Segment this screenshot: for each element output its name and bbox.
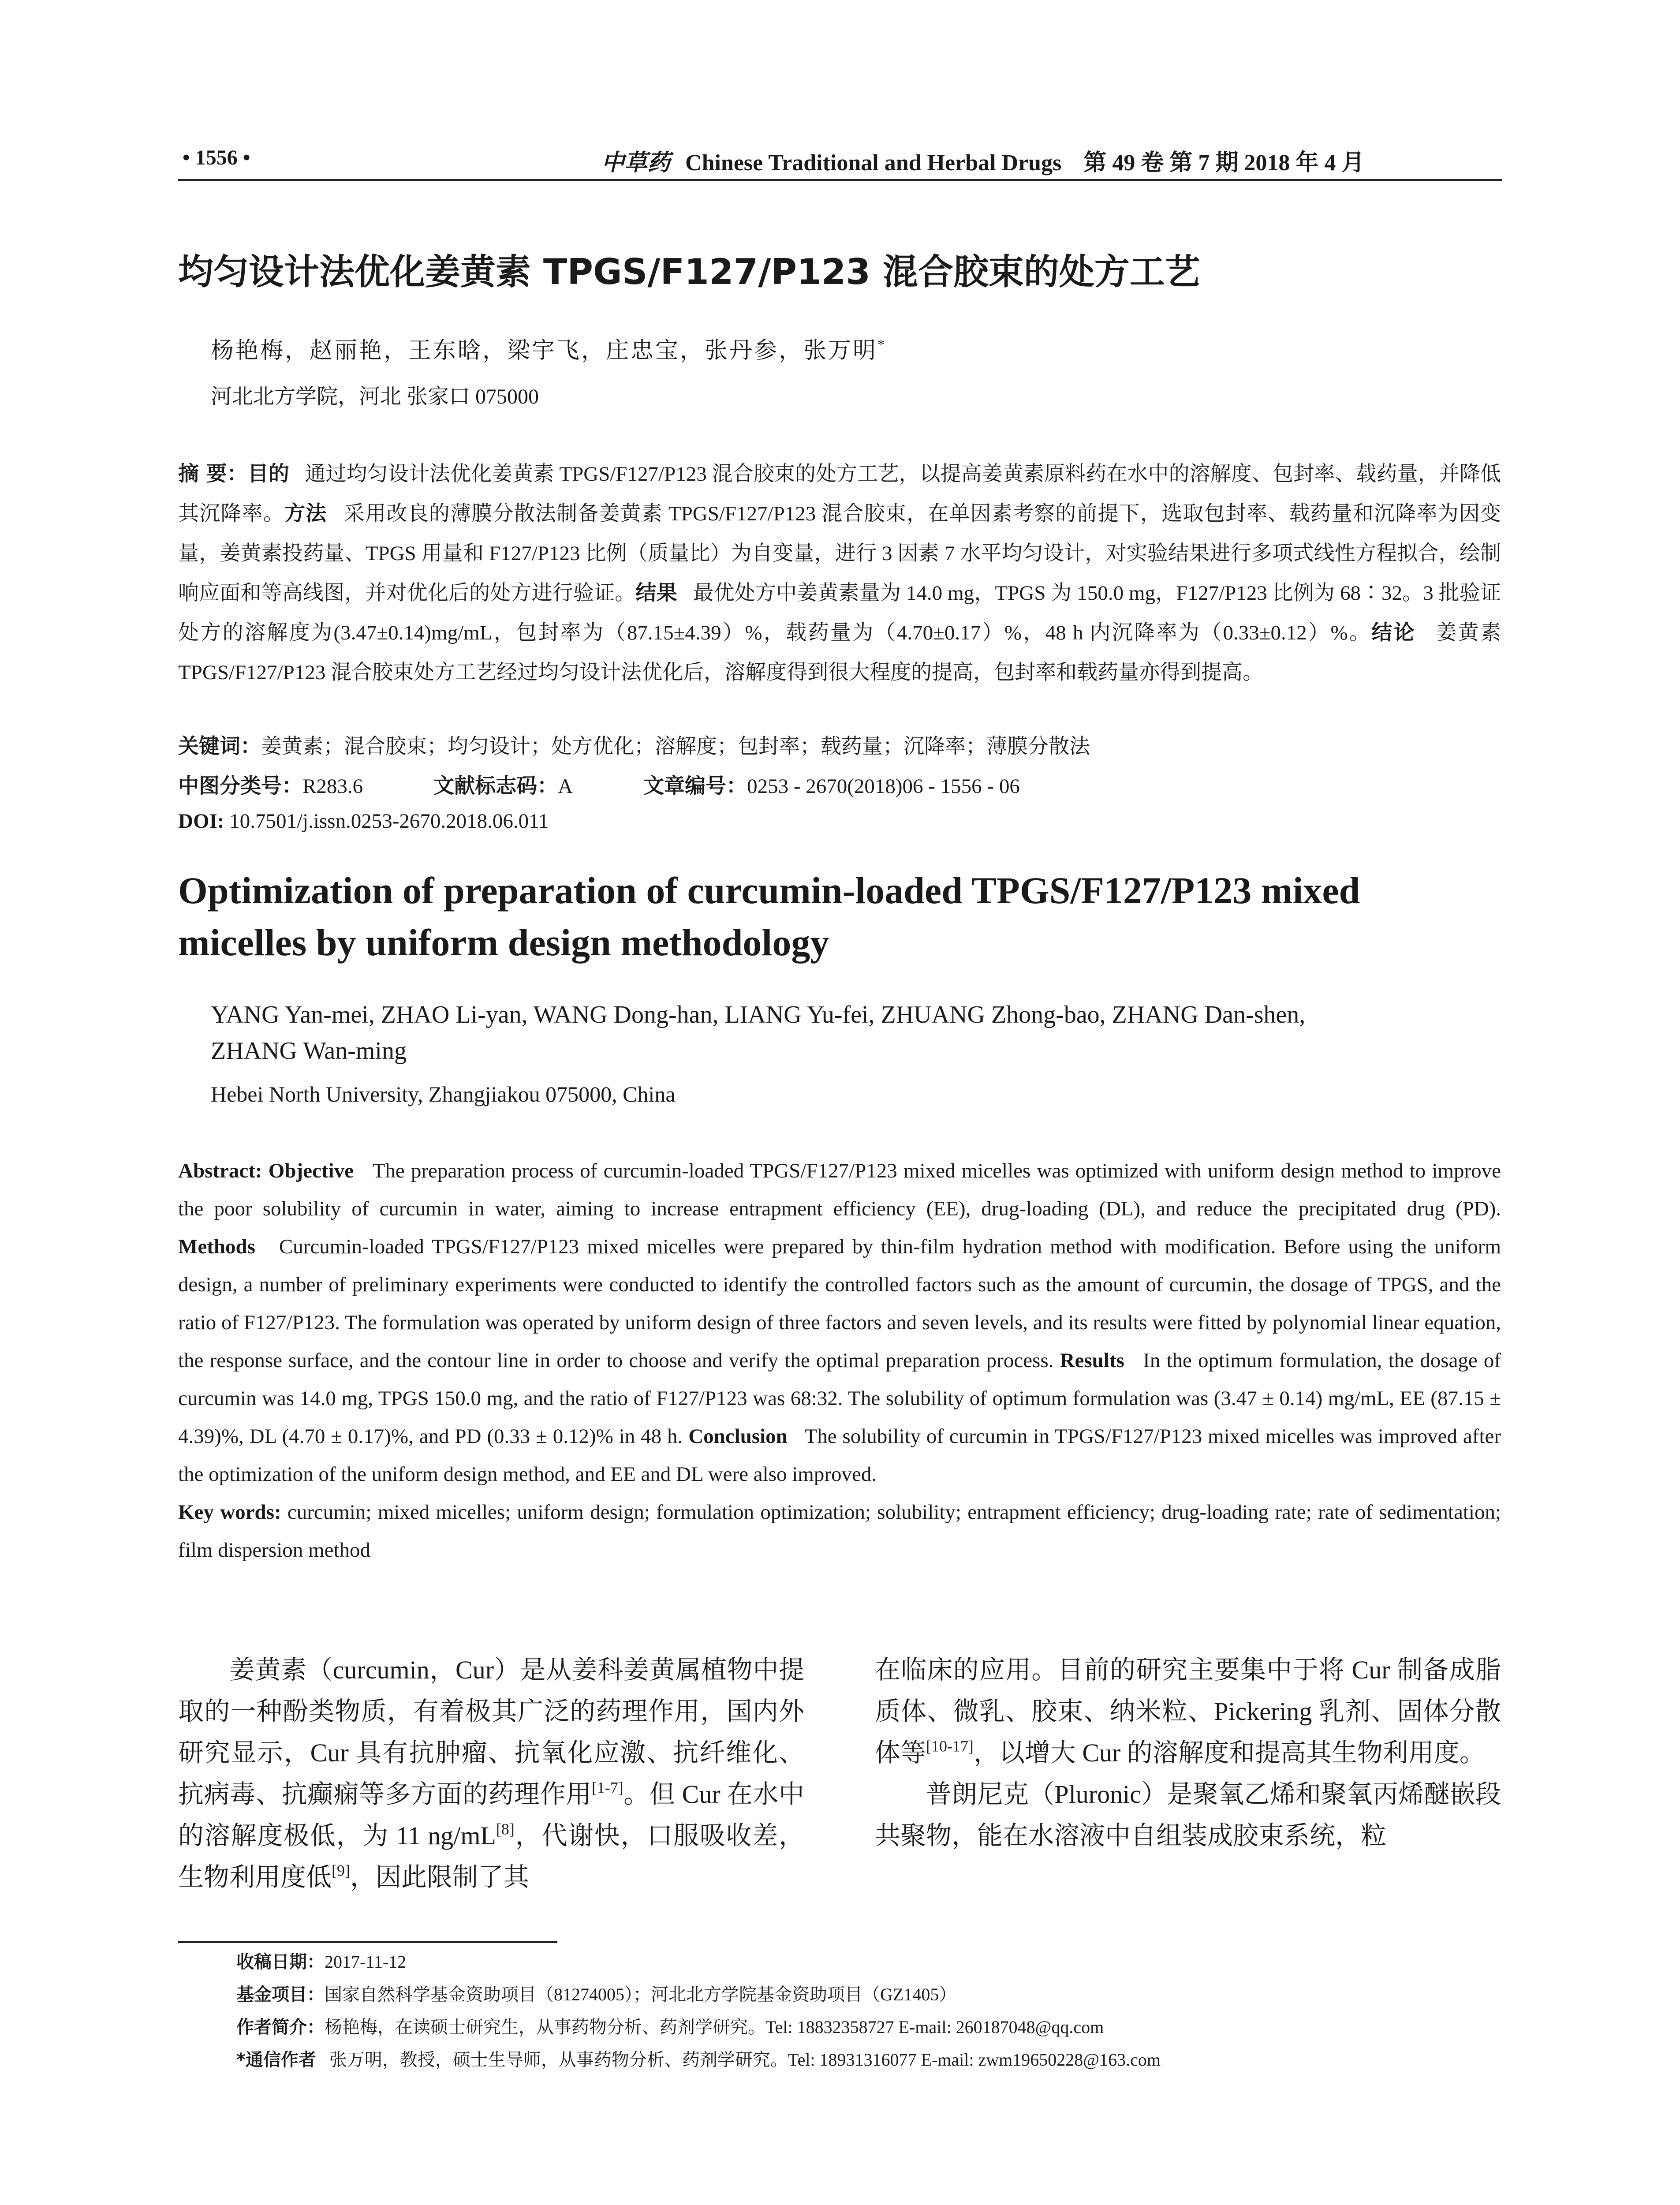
- cn-objective-label: 目的: [247, 462, 289, 486]
- footnote-divider: [178, 1941, 557, 1943]
- body-paragraph: [178, 1649, 804, 1898]
- en-abstract: [178, 1152, 1501, 1569]
- en-results-text: In the optimum formulation, the dosage of curcumin was 14.0 mg, TPGS 150.0 mg, and the ratio of F127/P123 was 68:32. The solubility of optimum formulation was (3.47 ± 0.14) mg/mL, EE (87.15 ± 4.39)%, DL (4.70 ± 0.17)%, and PD (0.33 ± 0.12)% in 48 h.: [178, 1349, 1501, 1448]
- journal-name: Chinese Traditional and Herbal Drugs: [685, 150, 1062, 176]
- body-text: ，代谢快，口服吸收差，生物利用度低: [178, 1821, 804, 1891]
- footnote-text: 2017-11-12: [325, 1952, 407, 1972]
- cn-abstract-label: 摘 要：: [178, 462, 248, 486]
- citation: [8]: [496, 1820, 515, 1838]
- en-title-line-1: Optimization of preparation of curcumin-loaded TPGS/F127/P123 mixed: [178, 869, 1360, 912]
- journal-title: [601, 144, 1364, 177]
- doi-value: 10.7501/j.issn.0253-2670.2018.06.011: [229, 810, 549, 833]
- footnote-label: 作者简介：: [236, 2017, 325, 2037]
- footnote-label: 收稿日期：: [236, 1952, 325, 1972]
- en-results-label: Results: [1060, 1349, 1124, 1372]
- footnote-received: [236, 1946, 1161, 1978]
- en-objective-label: Objective: [268, 1159, 354, 1182]
- cn-results-label: 结果: [635, 581, 677, 605]
- citation: [10-17]: [926, 1737, 974, 1755]
- doccode-label: 文献标志码：: [433, 774, 558, 798]
- journal-cn-logo: 中草药: [601, 149, 671, 176]
- en-methods-label: Methods: [178, 1235, 255, 1258]
- en-objective-text: The preparation process of curcumin-loaded TPGS/F127/P123 mixed micelles was optimized with uniform design method to improve the poor solubility of curcumin in water, aiming to increase entrapment efficiency (EE), drug-loading (DL), and reduce the precipitated drug (PD).: [178, 1159, 1501, 1220]
- clc-value: R283.6: [302, 775, 363, 798]
- en-authors-line-2: ZHANG Wan-ming: [211, 1037, 407, 1065]
- footnote-label: 基金项目：: [236, 1984, 325, 2005]
- article-no-label: 文章编号：: [643, 774, 747, 798]
- en-article-title: [178, 864, 1501, 968]
- footnote-text: 杨艳梅，在读硕士研究生，从事药物分析、药剂学研究。Tel: 18832358727 E-mail: 260187048@qq.com: [325, 2017, 1104, 2037]
- en-conclusion-label: Conclusion: [688, 1425, 788, 1448]
- cn-article-title: 均匀设计法优化姜黄素 TPGS/F127/P123 混合胶束的处方工艺: [178, 251, 1200, 292]
- footnote-label: *通信作者: [236, 2050, 316, 2070]
- cn-results-text: 最优处方中姜黄素量为 14.0 mg，TPGS 为 150.0 mg，F127/P123 比例为 68∶32。3 批验证处方的溶解度为(3.47±0.14)mg/mL，包封率为（87.15±4.39）%，载药量为（4.70±0.17）%，48 h 内沉降率为（0.33±0.12）%。: [178, 582, 1501, 644]
- page-number: • 1556 •: [183, 146, 250, 169]
- cn-methods-text: 采用改良的薄膜分散法制备姜黄素 TPGS/F127/P123 混合胶束，在单因素考察的前提下，选取包封率、载药量和沉降率为因变量，姜黄素投药量、TPGS 用量和 F127/P123 比例（质量比）为自变量，进行 3 因素 7 水平均匀设计，对实验结果进行多项式线性方程拟合，绘制响应面和等高线图，并对优化后的处方进行验证。: [178, 502, 1501, 605]
- cn-conclusion-text: 姜黄素 TPGS/F127/P123 混合胶束处方工艺经过均匀设计法优化后，溶解度得到很大程度的提高，包封率和载药量亦得到提高。: [178, 621, 1501, 684]
- en-abstract-label: Abstract:: [178, 1159, 262, 1182]
- corresponding-mark: *: [877, 336, 887, 353]
- en-authors-line-1: YANG Yan-mei, ZHAO Li-yan, WANG Dong-han, LIANG Yu-fei, ZHUANG Zhong-bao, ZHANG Dan-shen,: [211, 1001, 1306, 1028]
- cn-keywords-label: 关键词：: [178, 734, 261, 759]
- clc-label: 中图分类号：: [178, 774, 302, 798]
- citation: [9]: [332, 1861, 350, 1880]
- footnote-author: [236, 2011, 1161, 2044]
- en-keywords-text: curcumin; mixed micelles; uniform design; formulation optimization; solubility; entrapment efficiency; drug-loading rate; rate of sedimentation; film dispersion method: [178, 1501, 1501, 1562]
- en-keywords-label: Key words:: [178, 1501, 281, 1524]
- classification-line: [178, 770, 1020, 799]
- body-paragraph: [875, 1649, 1501, 1774]
- footnotes: [236, 1946, 1161, 2076]
- cn-methods-label: 方法: [284, 501, 327, 526]
- cn-authors: [211, 332, 886, 365]
- article-no-value: 0253 - 2670(2018)06 - 1556 - 06: [747, 775, 1020, 798]
- cn-keywords: [178, 730, 1090, 759]
- doi-label: DOI:: [178, 810, 224, 833]
- cn-abstract: [178, 454, 1501, 692]
- footnote-corresponding: [236, 2044, 1161, 2076]
- body-text: ，因此限制了其: [350, 1863, 529, 1891]
- body-text: 。但 Cur 在水中的溶解度极低，为 11 ng/mL: [178, 1780, 804, 1850]
- body-text: 在临床的应用。目前的研究主要集中于将 Cur 制备成脂质体、微乳、胶束、纳米粒、Pickering 乳剂、固体分散体等: [875, 1656, 1501, 1767]
- footnote-fund: [236, 1978, 1161, 2011]
- doccode-value: A: [558, 775, 573, 798]
- citation: [1-7]: [591, 1779, 623, 1797]
- issue-info: 第 49 卷 第 7 期 2018 年 4 月: [1083, 150, 1365, 176]
- body-paragraph: 普朗尼克（Pluronic）是聚氧乙烯和聚氧丙烯醚嵌段共聚物，能在水溶液中自组装成胶束系统，粒: [875, 1780, 1501, 1850]
- cn-conclusion-label: 结论: [1371, 620, 1416, 645]
- en-authors: [211, 997, 1498, 1069]
- doi-line: [178, 809, 549, 833]
- body-column-right: [875, 1649, 1501, 1857]
- footnote-text: 张万明，教授，硕士生导师，从事药物分析、药剂学研究。Tel: 18931316077 E-mail: zwm19650228@163.com: [329, 2050, 1161, 2070]
- en-title-line-2: micelles by uniform design methodology: [178, 921, 829, 964]
- en-affiliation: Hebei North University, Zhangjiakou 075000, China: [211, 1082, 676, 1106]
- en-methods-text: Curcumin-loaded TPGS/F127/P123 mixed micelles were prepared by thin-film hydration method with modification. Before using the uniform design, a number of preliminary experiments were conducted to identify the controlled factors such as the amount of curcumin, the dosage of TPGS, and the ratio of F127/P123. The formulation was operated by uniform design of three factors and seven levels, and its results were fitted by polynomial linear equation, the response surface, and the contour line in order to choose and verify the optimal preparation process.: [178, 1235, 1501, 1372]
- cn-objective-text: 通过均匀设计法优化姜黄素 TPGS/F127/P123 混合胶束的处方工艺，以提高姜黄素原料药在水中的溶解度、包封率、载药量，并降低其沉降率。: [178, 463, 1501, 525]
- en-conclusion-text: The solubility of curcumin in TPGS/F127/P123 mixed micelles was improved after the optimization of the uniform design method, and EE and DL were also improved.: [178, 1425, 1501, 1486]
- footnote-text: 国家自然科学基金资助项目（81274005）；河北北方学院基金资助项目（GZ1405）: [325, 1984, 957, 2004]
- cn-affiliation: 河北北方学院，河北 张家口 075000: [211, 385, 539, 408]
- cn-author-names: 杨艳梅，赵丽艳，王东晗，梁宇飞，庄忠宝，张丹参，张万明: [211, 338, 878, 363]
- cn-keywords-text: 姜黄素；混合胶束；均匀设计；处方优化；溶解度；包封率；载药量；沉降率；薄膜分散法: [261, 735, 1090, 758]
- body-text: ，以增大 Cur 的溶解度和提高其生物利用度。: [973, 1738, 1485, 1767]
- running-header: [178, 140, 1502, 181]
- body-column-left: [178, 1649, 804, 1898]
- body-text: 姜黄素（curcumin，Cur）是从姜科姜黄属植物中提取的一种酚类物质，有着极其广泛的药理作用，国内外研究显示，Cur 具有抗肿瘤、抗氧化应激、抗纤维化、抗病毒、抗癫痫等多方面的药理作用: [178, 1656, 804, 1809]
